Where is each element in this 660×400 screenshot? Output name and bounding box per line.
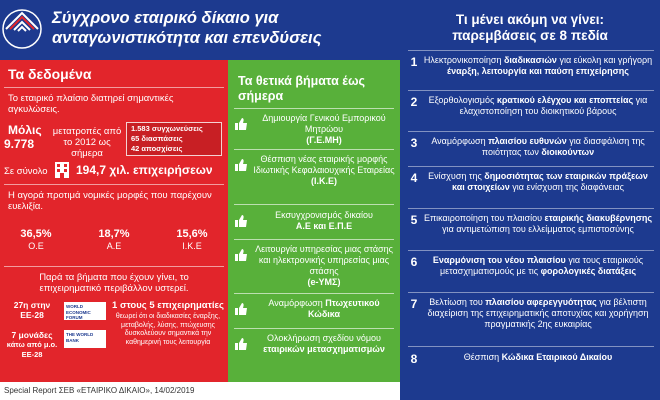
intervention-number: 6 [410, 255, 418, 269]
world-bank-logo: THE WORLD BANK [64, 330, 106, 348]
intervention-number: 5 [410, 213, 418, 227]
one-in-five [110, 300, 226, 347]
sev-logo-icon [0, 6, 46, 52]
positive-step-text: Δημιουργία Γενικού Εμπορικού Μητρώου [262, 113, 386, 134]
divider [234, 293, 394, 294]
splits-count: 65 διασπάσεις [131, 134, 183, 143]
thumbs-up-icon [234, 337, 248, 351]
thumbs-up-icon [234, 117, 248, 131]
intervention-text: Επικαιροποίηση του πλαισίου [423, 213, 545, 223]
intervention-bold: Εναρμόνιση του νέου πλαισίου [432, 255, 566, 265]
pct-value: 15,6% [176, 228, 208, 240]
intervention-text: για ελαχιστοποίηση του διοικητικού βάρους [459, 95, 648, 116]
divider [4, 266, 224, 267]
rank-wef-value: 27η στην [13, 300, 51, 310]
positive-step-text: Θέσπιση νέας εταιρικής μορφής Ιδιωτικής Κεφαλαιουχικής Εταιρείας [253, 154, 395, 175]
intervention-bold: κρατικού ελέγχου και εποπτείας [496, 95, 634, 105]
intervention-bold: πλαισίου αφερεγγυότητας [485, 297, 597, 307]
data-section [0, 60, 228, 382]
intervention-number: 4 [410, 171, 418, 185]
remaining-interventions-section [400, 0, 660, 400]
mollis-value: 9.778 [4, 137, 35, 151]
positive-step-bold: Πτωχευτικού Κώδικα [307, 298, 380, 319]
pct-value: 36,5% [20, 228, 52, 240]
intervention-bold: φορολογικές διατάξεις [540, 266, 637, 276]
intervention-bold: πλαισίου ευθυνών [488, 136, 567, 146]
intervention-item [408, 297, 656, 343]
spinoffs-count: 42 αποσχίσεις [131, 144, 183, 153]
total-label: Σε σύνολο [4, 166, 48, 177]
preference-text: Η αγορά προτιμά νομικές μορφές που παρέχουν ευελιξία. [8, 190, 212, 212]
intervention-number: 3 [410, 136, 418, 150]
positive-step-bold: εταιρικών μετασχηματισμών [263, 344, 385, 354]
rank-wb-value: 7 μονάδες [11, 330, 53, 340]
intervention-text: Εξορθολογισμός [428, 95, 497, 105]
divider [234, 328, 394, 329]
intervention-text: για αντιμετώπιση του ελλείμματος εμπιστοσύνης [442, 224, 634, 234]
mollis-label: Μόλις [8, 123, 42, 137]
divider [408, 131, 654, 132]
intervention-bold: εταιρικής διακυβέρνησης [544, 213, 653, 223]
positive-step-bold: (Γ.Ε.ΜΗ) [306, 135, 342, 145]
intervention-text: για τους εταιρικούς μετασχηματισμούς με τις [439, 255, 644, 276]
mergers-count: 1.583 συγχωνεύσεις [131, 124, 203, 133]
data-intro: Το εταιρικό πλαίσιο διατηρεί σημαντικές αγκυλώσεις. [8, 93, 174, 115]
thumbs-up-icon [234, 158, 248, 172]
transforms-box [126, 122, 222, 156]
intervention-text: για εύκολη και γρήγορη [556, 55, 653, 65]
divider [408, 90, 654, 91]
thumbs-up-icon [234, 302, 248, 316]
rank-wef-label: ΕΕ-28 [20, 310, 44, 320]
divider [408, 166, 654, 167]
intervention-number: 2 [410, 95, 418, 109]
intervention-text: για ενίσχυση της διαφάνειας [509, 182, 624, 192]
thumbs-up-icon [234, 214, 248, 228]
intervention-number: 8 [410, 352, 418, 366]
intervention-text: Ηλεκτρονικοποίηση [423, 55, 504, 65]
pct-label: Ι.Κ.Ε [182, 241, 202, 251]
divider [408, 50, 654, 51]
positive-step-item [234, 244, 396, 290]
title-line-2: ανταγωνιστικότητα και επενδύσεις [52, 29, 322, 47]
intervention-bold: διαδικασιών [503, 55, 557, 65]
source-footer: Special Report ΣΕΒ «ΕΤΑΙΡΙΚΟ ΔΙΚΑΙΟ», 14/02/2019 [0, 382, 400, 400]
intervention-item [408, 213, 656, 247]
positive-step-text: Αναμόρφωση [268, 298, 323, 308]
total-value: 194,7 χιλ. επιχειρήσεων [76, 163, 213, 177]
positive-step-text: Λειτουργία υπηρεσίας μιας στάσης και ηλεκτρονικής υπηρεσίας μιας στάσης [255, 244, 393, 276]
intervention-text: Ενίσχυση της [428, 171, 485, 181]
positive-step-bold: (e-ΥΜΣ) [307, 277, 341, 287]
pct-label: Ο.Ε [28, 241, 44, 251]
intervention-item [408, 95, 656, 129]
pct-value: 18,7% [98, 228, 130, 240]
divider [234, 108, 394, 109]
positive-step-bold: Α.Ε και Ε.Π.Ε [295, 221, 353, 231]
positive-step-item [234, 210, 396, 234]
pct-item [6, 228, 66, 252]
divider [4, 87, 224, 88]
thumbs-up-icon [234, 248, 248, 262]
divider [234, 204, 394, 205]
positive-step-bold: (Ι.Κ.Ε) [311, 176, 337, 186]
intervention-bold: δημοσιότητας των εταιρικών πράξεων και στοιχείων [452, 171, 648, 192]
divider [408, 250, 654, 251]
intervention-number: 7 [410, 297, 418, 311]
intervention-item [408, 352, 656, 368]
divider [234, 239, 394, 240]
building-icon [54, 160, 70, 178]
page-title [52, 8, 397, 48]
positive-steps-section [228, 60, 400, 382]
intervention-item [408, 255, 656, 289]
header [0, 0, 400, 60]
divider [408, 346, 654, 347]
intervention-bold: έναρξη, λειτουργία και παύση επιχείρησης [447, 66, 629, 76]
legal-forms-percentages [6, 228, 222, 258]
data-section-title: Τα δεδομένα [8, 66, 92, 82]
intervention-text: Βελτίωση του [429, 297, 486, 307]
intervention-bold: διοικούντων [541, 147, 595, 157]
intervention-text: για διασφάλιση της ποιότητας των [481, 136, 645, 157]
positive-step-text: Ολοκλήρωση σχεδίου νόμου [267, 333, 381, 343]
rank-wb [2, 330, 62, 360]
intervention-text: Αναμόρφωση [431, 136, 489, 146]
pct-item [162, 228, 222, 252]
one-in-five-title: 1 στους 5 επιχειρηματίες [112, 300, 224, 311]
pct-item [84, 228, 144, 252]
transforms-text: μετατροπές από το 2012 ως σήμερα [52, 126, 122, 159]
intervention-item [408, 55, 656, 89]
positive-step-item [234, 298, 396, 324]
intervention-text: Θέσπιση [463, 352, 502, 362]
positive-step-text: Εκσυγχρονισμός δικαίου [275, 210, 373, 220]
title-line-1: Σύγχρονο εταιρικό δίκαιο για [52, 9, 279, 27]
steps-text: Παρά τα βήματα που έχουν γίνει, το επιχειρηματικό περιβάλλον υστερεί. [39, 272, 189, 294]
intervention-item [408, 136, 656, 162]
divider [408, 292, 654, 293]
intervention-bold: Κώδικα Εταιρικού Δικαίου [501, 352, 613, 362]
intervention-text: για βέλτιστη διαχείριση της επιχειρηματικής αποτυχίας και χορήγηση πραγματικής 2ης ευκαιρίας [427, 297, 649, 329]
divider [4, 184, 224, 185]
remaining-title-line-2: παρεμβάσεις σε 8 πεδία [452, 28, 608, 43]
positive-step-item [234, 333, 396, 373]
remaining-title-line-1: Τι μένει ακόμη να γίνει: [455, 12, 605, 27]
positive-step-item [234, 113, 396, 147]
wef-logo: WORLD ECONOMIC FORUM [64, 302, 106, 320]
intervention-number: 1 [410, 55, 418, 69]
remaining-title [400, 12, 660, 44]
positive-steps-title: Τα θετικά βήματα έως σήμερα [238, 74, 366, 103]
divider [408, 208, 654, 209]
one-in-five-text: θεωρεί ότι οι διαδικασίες έναρξης, μεταβολής, λύσης, πτώχευσης δυσκολεύουν σημαντικά την καθημερινή τους λειτουργία [115, 313, 221, 346]
positive-step-item [234, 154, 396, 200]
divider [234, 149, 394, 150]
pct-label: Α.Ε [106, 241, 122, 251]
rank-wef [2, 300, 62, 320]
rank-wb-label: κάτω από μ.ο. ΕΕ-28 [6, 340, 58, 359]
intervention-item [408, 171, 656, 205]
